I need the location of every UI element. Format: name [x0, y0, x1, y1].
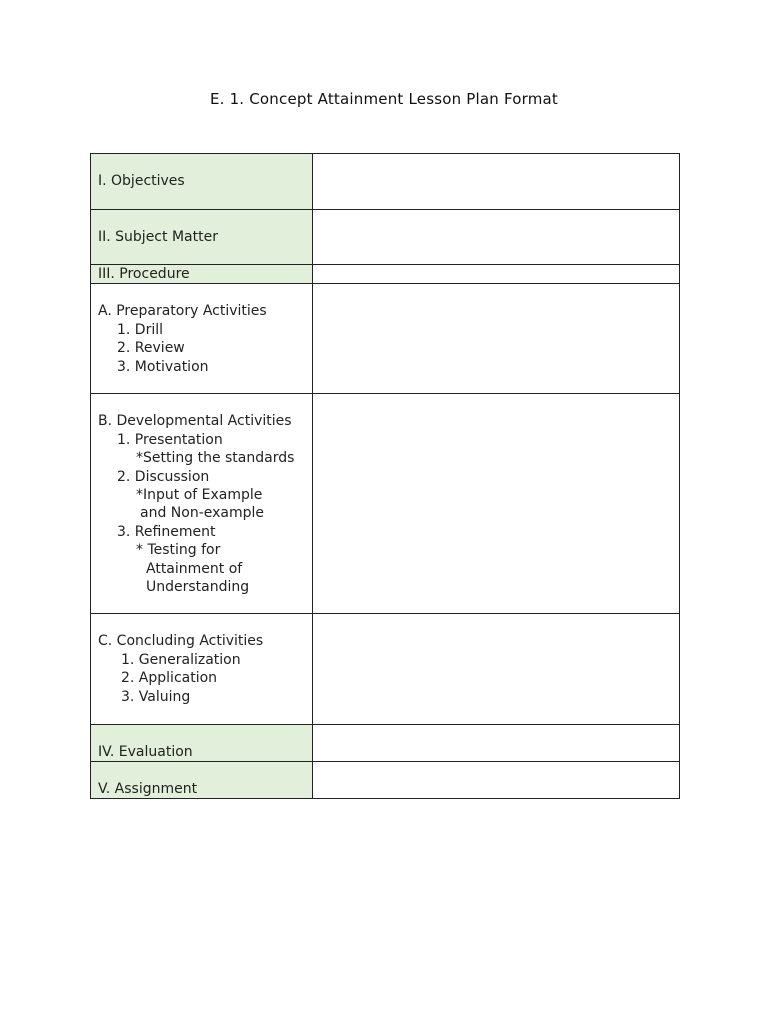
concluding-activities-cell: [91, 614, 313, 725]
evaluation-content-cell[interactable]: [313, 725, 680, 762]
procedure-content-cell[interactable]: [313, 265, 680, 284]
preparatory-heading: A. Preparatory Activities: [98, 303, 267, 320]
subject-matter-content-cell[interactable]: [313, 210, 680, 265]
assignment-label-cell: [91, 762, 313, 799]
list-item-note: *Setting the standards: [136, 450, 295, 467]
procedure-label: III. Procedure: [98, 266, 190, 282]
developmental-heading: B. Developmental Activities: [98, 413, 292, 430]
evaluation-label: IV. Evaluation: [98, 744, 193, 760]
table-row: [91, 394, 680, 614]
procedure-label-cell: [91, 265, 313, 284]
preparatory-activities-cell: [91, 284, 313, 394]
list-item: 2. Review: [117, 340, 185, 357]
table-row: [91, 154, 680, 210]
table-row: [91, 265, 680, 284]
list-item-note: and Non-example: [140, 505, 265, 522]
table-row: [91, 284, 680, 394]
list-item-note: Attainment of: [146, 560, 243, 577]
subject-matter-label-cell: [91, 210, 313, 265]
concluding-content-cell[interactable]: [313, 614, 680, 725]
developmental-content-cell[interactable]: [313, 394, 680, 614]
developmental-activities-cell: [91, 394, 313, 614]
list-item: 3. Valuing: [121, 688, 191, 705]
subject-matter-label: II. Subject Matter: [98, 228, 218, 245]
lesson-plan-table: [90, 153, 680, 799]
list-item: 2. Discussion: [117, 468, 210, 485]
list-item: 3. Motivation: [117, 358, 209, 375]
preparatory-content-cell[interactable]: [313, 284, 680, 394]
table-row: [91, 725, 680, 762]
objectives-label-cell: [91, 154, 313, 210]
objectives-content-cell[interactable]: [313, 154, 680, 210]
evaluation-label-cell: [91, 725, 313, 762]
table-row: [91, 614, 680, 725]
concluding-heading: C. Concluding Activities: [98, 633, 264, 650]
assignment-label: V. Assignment: [98, 781, 198, 797]
list-item: 1. Presentation: [117, 431, 223, 448]
table-row: [91, 210, 680, 265]
list-item-note: Understanding: [146, 579, 250, 596]
page-title: E. 1. Concept Attainment Lesson Plan Format: [209, 90, 559, 108]
list-item-note: * Testing for: [136, 542, 221, 559]
list-item-note: *Input of Example: [136, 487, 263, 504]
assignment-content-cell[interactable]: [313, 762, 680, 799]
table-row: [91, 762, 680, 799]
list-item: 1. Generalization: [121, 651, 241, 668]
list-item: 3. Refinement: [117, 523, 216, 540]
objectives-label: I. Objectives: [98, 173, 185, 190]
list-item: 1. Drill: [117, 321, 164, 338]
list-item: 2. Application: [121, 670, 218, 687]
